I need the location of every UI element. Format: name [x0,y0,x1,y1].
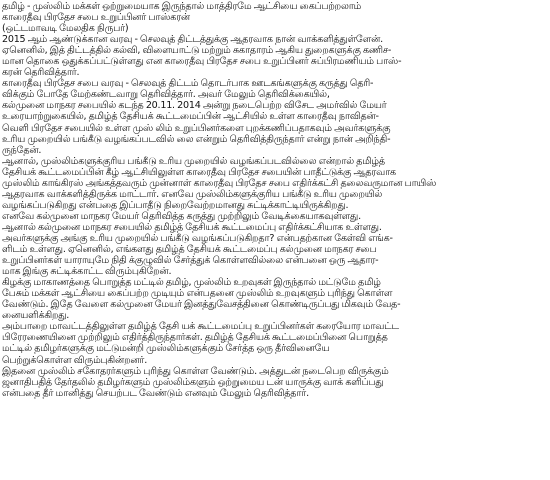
article-line: ளிடம் உள்ளது. ஏனெனில், எங்களது தமிழ்த் தேசியக் கூட்டமைப்பு கல்முனை மாநகர சபை [2,244,377,256]
article-line: அம்பாறை மாவட்டத்திலுள்ள தமிழ்த் தேசி யக் கூட்டமைப்பு உறுப்பினர்கள் கரையோர மாவட்ட [2,321,399,333]
article-line: ஏனெனில், இத் திட்டத்தில் கல்வி, விளையாட்டு மற்றும் சுகாதாரம் ஆகிய துறைகளுக்கு கணிச- [2,45,392,57]
article-line: காரைதீவு பிரதேச சபை உறுப்பினர் பாஸ்கரன் [2,12,190,24]
article-line: ஜனாதிபதித் தேர்தலில் தமிழர்களும் முஸ்லிம்களும் ஒற்றுமைய டன் யாருக்கு வாக் களிப்பது [2,376,384,388]
article-line: எனவே கல்முனை மாநகர மேயர் தெரிவித்த கருத்து முற்றிலும் வேடிக்கையாகவுள்ளது. [2,210,361,222]
article-line: அவர்களுக்கு அங்கு உரிய முறையில் பங்கீடு வழங்கப்படுகிறதா? என்பதற்கான கேள்வி எங்க- [2,232,393,244]
article-line: கிழக்கு மாகாணத்தை பொறுத்த மட்டில் தமிழ், முஸ்லிம் உறவுகள் இருந்தால் மட்டுமே தமிழ் [2,277,381,289]
article-line: மட்டில் தமிழர்களுக்கு மட்டுமன்றி முஸ்லிம்களுக்கும் சேர்த்த ஒரு தீர்வினையே [2,343,330,355]
article-line: இதனை முஸ்லிம் சகோதரர்களும் புரிந்து கொள்ள வேண்டும். அத்துடன் நடைபெற விருக்கும் [2,365,389,377]
article-line: ஆனால், முஸ்லிம்களுக்குரிய பங்கீடு உரிய முறையில் வழங்கப்படவில்லை என்றால் தமிழ்த் [2,155,385,167]
article-line: வேண்டும். இதே வேளை கல்முனை மேயர் இனத்துவேசத்தினை கொண்டிருப்பது மிகவும் வேத- [2,299,401,311]
article-line: 2015 ஆம் ஆண்டுக்கான வரவு - செலவுத் திட்டத்துக்கு ஆதரவாக நான் வாக்களித்துள்ளேன். [2,34,383,46]
article-line: என்பதை தீர் மானித்து செயற்பட வேண்டும் எனவும் மேலும் தெரிவித்தார். [2,387,309,399]
article-line: வழங்கப்படுகிறது என்பதை இப்பாதீடு நிறைவேற்றமானது சுட்டிக்காட்டியிருக்கிறது. [2,199,349,211]
article-line: ஆதரவாக வாக்களித்திருக்க மாட்டார். எனவே முஸ்லிம்களுக்குரிய பங்கீடு உரிய முறையில் [2,188,383,200]
article-line: பெற்றுக்கொள்ள விரும்புகின்றனர். [2,354,147,366]
article-line: காரைதீவு பிரதேச சபை வரவு - செலவுத் திட்டம் தொடர்பாக ஊடகங்களுக்கு கருத்து தெரி- [2,78,374,90]
article-line: உரிய முறையில் பங்கீடு வழங்கப்படவில் லை என்றும் தெரிவித்திருந்தார் என்று நான் அறிந்தி- [2,133,391,145]
article-line: முஸ்லிம் காங்கிரஸ் அங்கத்தவரும் முன்னாள் காரைதீவு பிரதேச சபை எதிர்க்கட்சி தலைவருமான பாயிஸ் [2,177,437,189]
article-line: பேசும் மக்கள் ஆட்சியை கைப்பற்ற முடியும் என்பதனை முஸ்லிம் உறவுகளும் புரிந்து கொள்ள [2,288,393,300]
article-line: ருந்தேன். [2,144,42,156]
article-line: உறுப்பினர்கள் யாராயுமே நிதி க்குழுவில் சேர்த்துக் கொள்ளவில்லை என்பனை ஒரு ஆதார- [2,255,379,267]
article-line: (ஒட்டமாவடி மேலதிக நிருபர்) [2,23,129,35]
article-line: பிரேரணையினை முற்றிலும் எதிர்த்திருந்தார்கள். தமிழ்த் தேசியக் கூட்டமைப்பினை பொறுத்த [2,332,388,344]
article-line: தமிழ் - முஸ்லிம் மக்கள் ஒற்றுமையாக இருந்தால் மாத்திரமே ஆட்சியை கைப்பற்றலாம் [2,1,362,12]
article-line: கரன் தெரிவித்தார். [2,67,80,79]
article-line: உரையாற்றுகையில், தமிழ்த் தேசியக் கூட்டமைப்பின் ஆட்சியில் உள்ள காரைதீவு நாவிதன்- [2,111,379,123]
article-line: னையளிக்கிறது. [2,310,70,322]
article-line: மாக இங்கு சுட்டிக்காட்ட விரும்புகிறேன். [2,266,172,278]
article-line: வெளி பிரதேச சபையில் உள்ள முஸ் லிம் உறுப்பினர்களை புறக்கணிப்பதாகவும் அவர்களுக்கு [2,122,391,134]
article-line: ஆனால் கல்முனை மாநகர சபையில் தமிழ்த் தேசியக் கூட்டமைப்பு எதிர்க்கட்சியாக உள்ளது. [2,221,382,233]
article-line: தேசியக் கூட்டமைப்பின் கீழ் ஆட்சியிலுள்ள காரைதீவு பிரதேச சபையின் பாதீட்டுக்கு ஆதரவாக [2,166,396,178]
news-article [2,1,548,479]
article-line: மான தொகை ஒதுக்கப்பட்டுள்ளது என காரைதீவு பிரதேச சபை உறுப்பினர் சுப்பிரமணியம் பாஸ்- [2,56,402,68]
article-line: விக்கும் போதே மேற்கண்டவாறு தெரிவித்தார். அவர் மேலும் தெரிவிக்கையில், [2,89,330,101]
article-line: கல்முனை மாநகர சபையில் கடந்த 20.11. 2014 அன்று நடைபெற்ற விசேட அமர்வில் மேயர் [2,100,387,112]
